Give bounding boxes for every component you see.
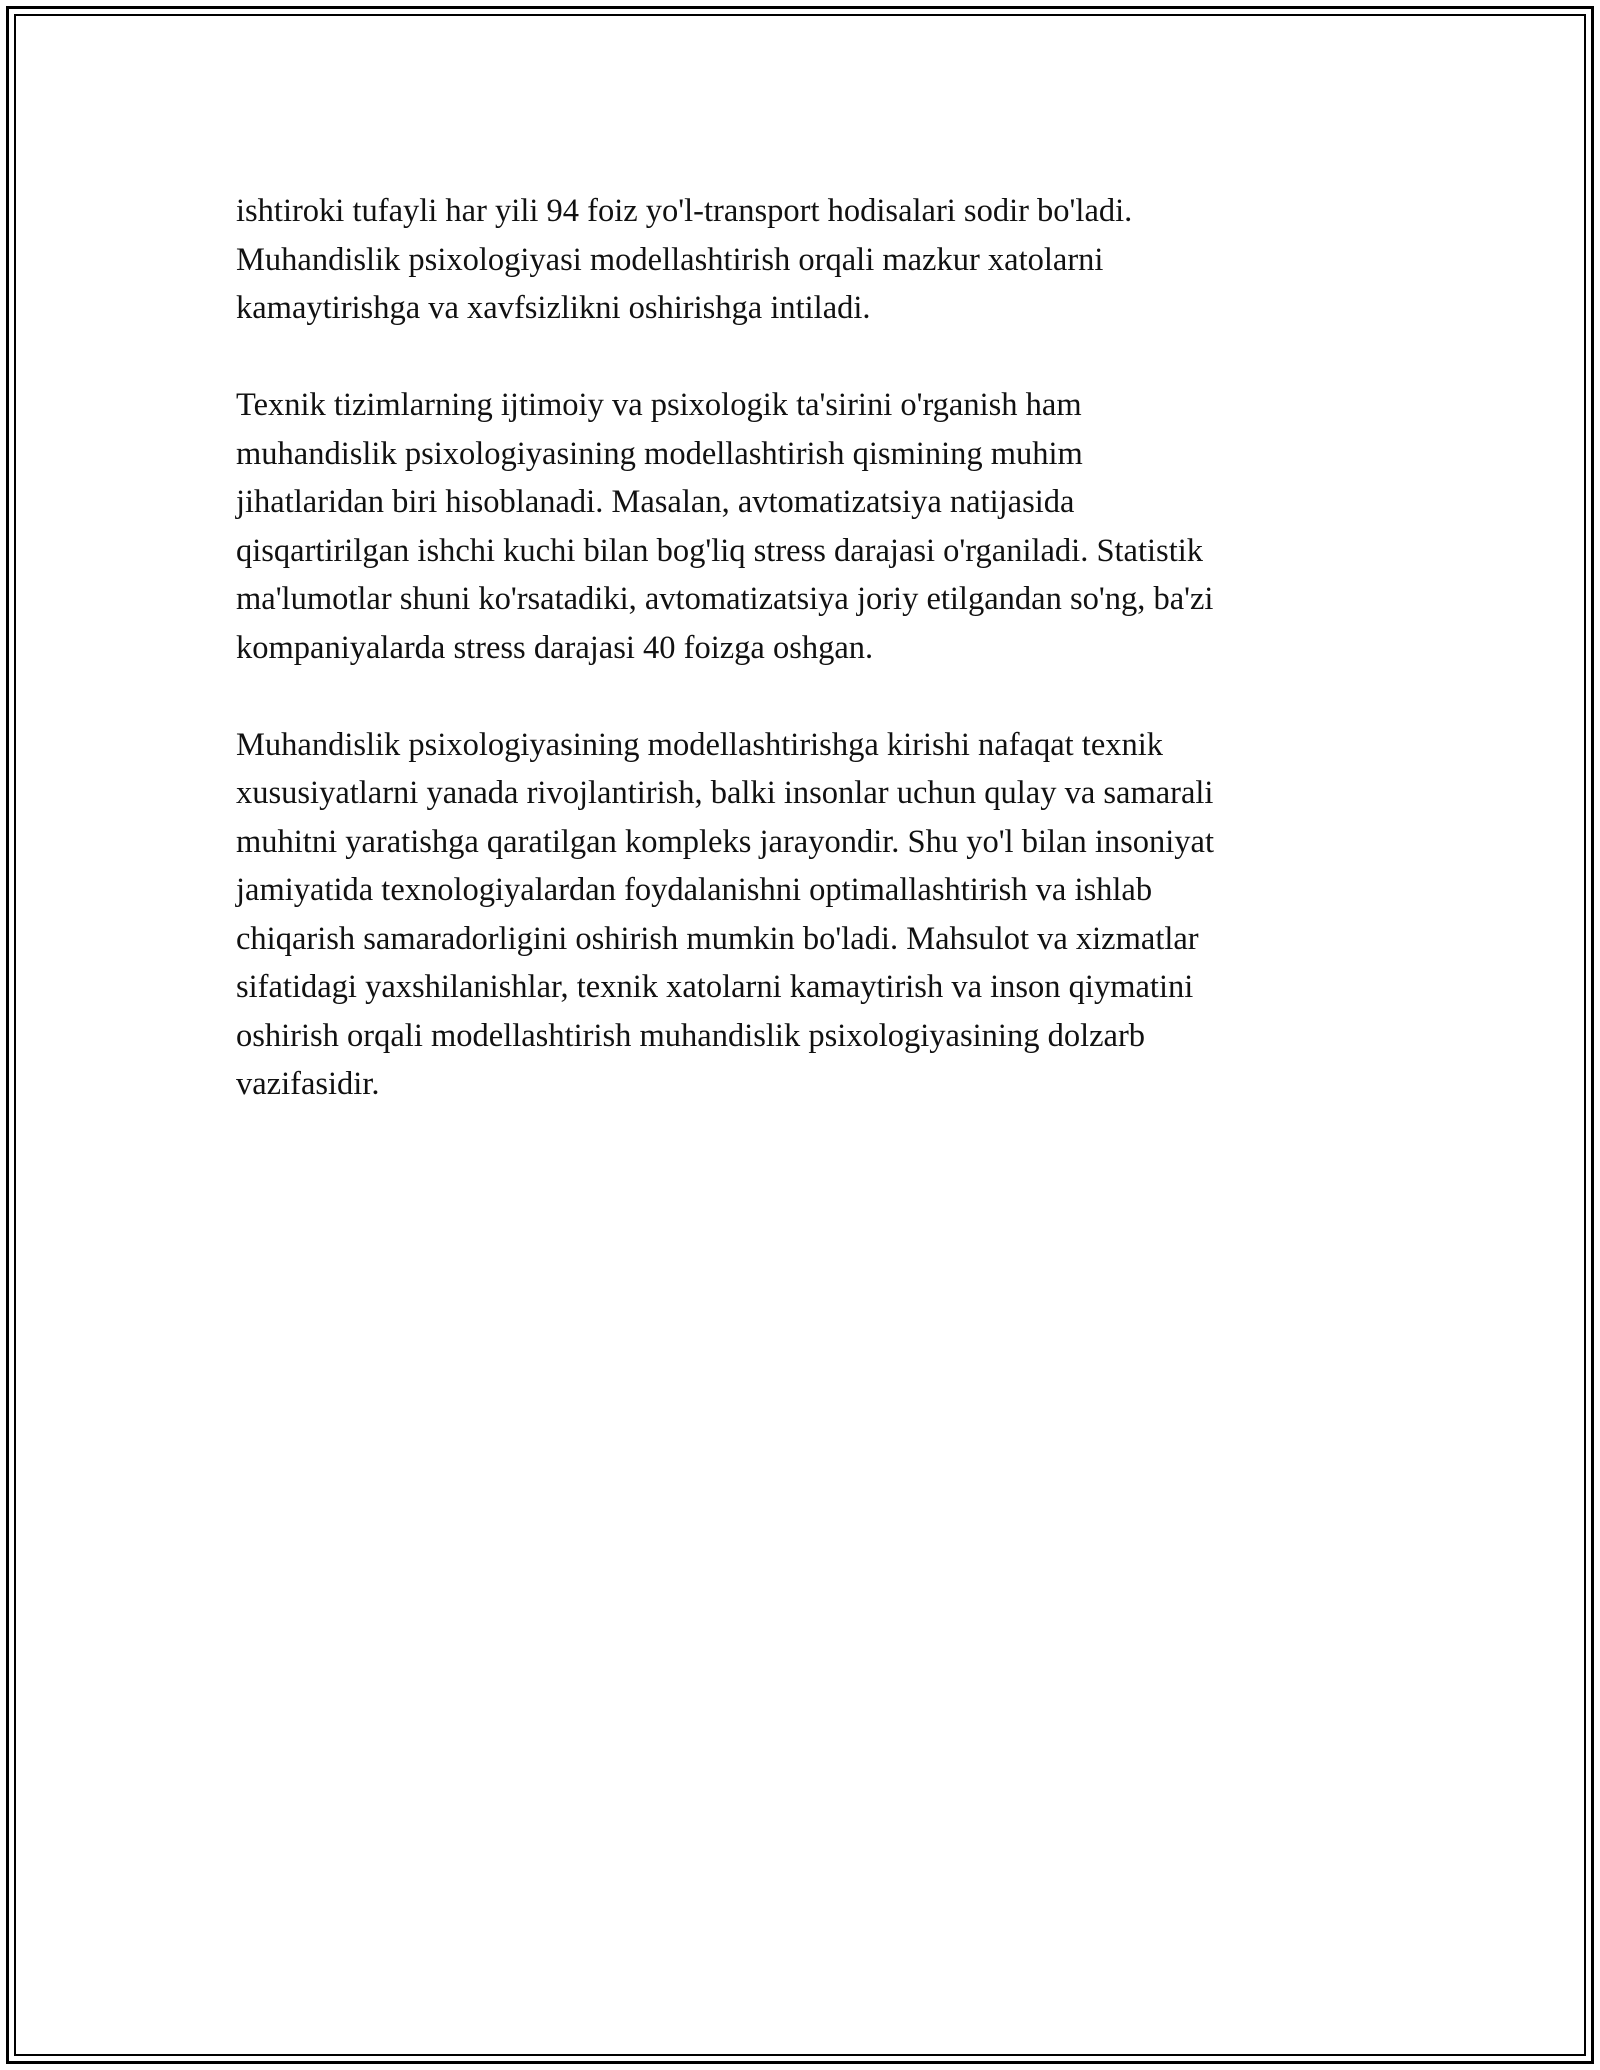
text-line: ishtiroki tufayli har yili 94 foiz yo'l-transport hodisalari sodir bo'ladi. [236, 193, 1133, 229]
document-body [236, 187, 1366, 1157]
text-line: jihatlaridan biri hisoblanadi. Masalan, avtomatizatsiya natijasida [236, 484, 1075, 520]
text-line: sifatidagi yaxshilanishlar, texnik xatolarni kamaytirish va inson qiymatini [236, 969, 1194, 1005]
text-line: chiqarish samaradorligini oshirish mumkin bo'ladi. Mahsulot va xizmatlar [236, 920, 1199, 957]
text-line: ma'lumotlar shuni ko'rsatadiki, avtomatizatsiya joriy etilgandan so'ng, ba'zi [236, 581, 1214, 617]
text-line: muhandislik psixologiyasining modellashtirish qismining muhim [236, 435, 1083, 472]
text-line: jamiyatida texnologiyalardan foydalanishni optimallashtirish va ishlab [236, 872, 1153, 908]
text-line: vazifasidir. [236, 1066, 380, 1102]
text-line: xususiyatlarni yanada rivojlantirish, balki insonlar uchun qulay va samarali [236, 775, 1214, 811]
text-line: qisqartirilgan ishchi kuchi bilan bog'liq stress darajasi o'rganiladi. Statistik [236, 532, 1204, 569]
paragraph-2 [236, 381, 1366, 672]
text-line: Texnik tizimlarning ijtimoiy va psixologik ta'sirini o'rganish ham [236, 387, 1082, 423]
text-line: oshirish orqali modellashtirish muhandislik psixologiyasining dolzarb [236, 1017, 1146, 1054]
paragraph-3 [236, 721, 1366, 1109]
paragraph-1 [236, 187, 1366, 333]
text-line: kamaytirishga va xavfsizlikni oshirishga intiladi. [236, 290, 871, 326]
text-line: muhitni yaratishga qaratilgan kompleks jarayondir. Shu yo'l bilan insoniyat [236, 823, 1214, 860]
text-line: kompaniyalarda stress darajasi 40 foizga oshgan. [236, 629, 874, 666]
text-line: Muhandislik psixologiyasi modellashtirish orqali mazkur xatolarni [236, 241, 1104, 278]
text-line: Muhandislik psixologiyasining modellashtirishga kirishi nafaqat texnik [236, 726, 1164, 763]
